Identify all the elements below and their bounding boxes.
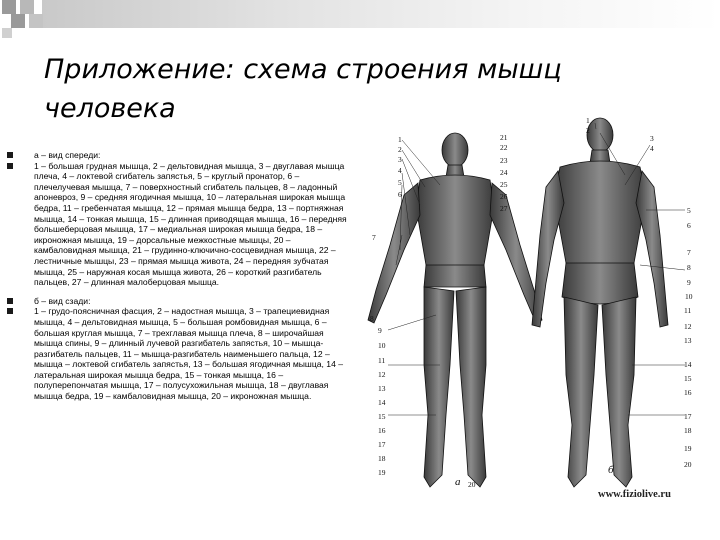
deco-square (11, 14, 25, 28)
label-number: 16 (684, 388, 692, 397)
label-number: 8 (687, 263, 691, 272)
label-number: 22 (500, 143, 508, 152)
label-number: 20 (684, 460, 692, 469)
back-body-figure (532, 118, 668, 487)
bullet-square-icon (7, 298, 13, 304)
deco-square (2, 28, 12, 38)
label-number: 13 (378, 384, 386, 393)
label-number: 11 (378, 356, 386, 365)
anatomy-illustration (360, 115, 705, 515)
label-number: 14 (684, 360, 692, 369)
label-number: 5 (687, 206, 691, 215)
bullet-item (7, 161, 352, 288)
label-number: 15 (684, 374, 692, 383)
label-number: 6 (398, 190, 402, 199)
bullet-text: а – вид спереди: (34, 150, 101, 160)
label-number: 21 (500, 133, 508, 142)
label-number: 7 (372, 233, 376, 242)
label-number: 20 (468, 480, 476, 489)
label-number: 17 (684, 412, 692, 421)
deco-square (29, 14, 43, 28)
bullet-text: 1 – большая грудная мышца, 2 – дельтовидная мышца, 3 – двуглавая мышца плеча, 4 – локтевой сгибатель запястья, 5 – круглый пронатор, 6 – плечелучевая мышца, 7 – поверхностный сгибатель пальцев, 8 – ладонный апоневроз, 9 – средняя ягодичная мышца, 10 – латеральная широкая мышца бедра, 11 – гребенчатая мышца, 12 – прямая мышца бедра, 13 – портняжная мышца, 14 – тонкая мышца, 15 – длинная приводящая мышца, 16 – передняя большеберцовая мышца, 17 – медиальная широкая мышца бедра, 18 – икроножная мышца, 19 – дорсальные межкостные мышцы, 20 – камбаловидная мышца, 21 – грудинно-ключично-сосцевидная мышца, 22 – лестничные мышцы, 23 – прямая мышца живота, 24 – передняя зубчатая мышца, 25 – наружная косая мышца живота, 26 – короткий разгибатель пальцев, 27 – длинная малоберцовая мышца. (34, 160, 347, 288)
label-number: 8 (370, 314, 374, 323)
label-number: 26 (500, 192, 508, 201)
label-number: 3 (398, 155, 402, 164)
label-number: 6 (687, 221, 691, 230)
label-number: 13 (684, 336, 692, 345)
label-number: 10 (685, 292, 693, 301)
front-view-caption: а (455, 476, 461, 488)
label-number: 15 (378, 412, 386, 421)
label-number: 27 (500, 204, 508, 213)
bullet-text: 1 – грудо-поясничная фасция, 2 – надостная мышца, 3 – трапециевидная мышца, 4 – дельтовидная мышца, 5 – большая ромбовидная мышца, 6 – большая круглая мышца, 7 – трехглавая мышца плеча, 8 – широчайшая мышца спины, 9 – длинный лучевой разгибатель запястья, 10 – мышца-разгибатель пальцев, 11 – мышца-разгибатель наименьшего пальца, 12 – мышца – локтевой сгибатель запястья, 13 – большая ягодичная мышца, 14 – латеральная широкая мышца бедра, 15 – тонкая мышца, 16 – полуперепончатая мышца, 17 – полусухожильная мышца, 18 – двуглавая мышца бедра, 19 – камбаловидная мышца, 20 – икроножная мышца. (34, 306, 344, 402)
header-gradient (42, 0, 720, 28)
label-number: 7 (687, 248, 691, 257)
bullet-square-icon (7, 308, 13, 314)
label-number: 24 (500, 168, 508, 177)
label-number: 3 (650, 134, 654, 143)
label-number: 4 (650, 144, 654, 153)
front-body-figure (368, 133, 542, 487)
label-number: 1 (398, 135, 402, 144)
label-number: 4 (398, 166, 402, 175)
label-number: 2 (398, 145, 402, 154)
bullet-item (7, 296, 352, 307)
deco-square (20, 0, 34, 14)
label-number: 12 (684, 322, 692, 331)
label-number: 9 (378, 326, 382, 335)
label-number: 19 (378, 468, 386, 477)
bullet-square-icon (7, 152, 13, 158)
label-number: 5 (398, 178, 402, 187)
back-view-caption: б (608, 464, 614, 476)
label-number: 14 (378, 398, 386, 407)
label-number: 25 (500, 180, 508, 189)
bullet-item (7, 306, 352, 401)
decorative-header-bar (0, 0, 720, 40)
label-number: 12 (378, 370, 386, 379)
label-number: 23 (500, 156, 508, 165)
deco-square (2, 0, 16, 14)
bullet-item (7, 150, 352, 161)
website-watermark: www.fiziolive.ru (598, 489, 671, 500)
back-right-number-labels (684, 306, 692, 469)
slide-title: Приложение: схема строения мышц человека (44, 54, 562, 124)
label-number: 1 (586, 116, 590, 125)
muscle-anatomy-figure (360, 115, 705, 515)
bullet-list (7, 150, 352, 402)
label-number: 9 (687, 278, 691, 287)
label-number: 19 (684, 444, 692, 453)
label-number: 18 (378, 454, 386, 463)
label-number: 17 (378, 440, 386, 449)
label-number: 10 (378, 341, 386, 350)
bullet-text: б – вид сзади: (34, 295, 91, 306)
label-number: 18 (684, 426, 692, 435)
bullet-square-icon (7, 163, 13, 169)
label-number: 2 (586, 126, 590, 135)
label-number: 16 (378, 426, 386, 435)
label-number: 11 (684, 306, 692, 315)
